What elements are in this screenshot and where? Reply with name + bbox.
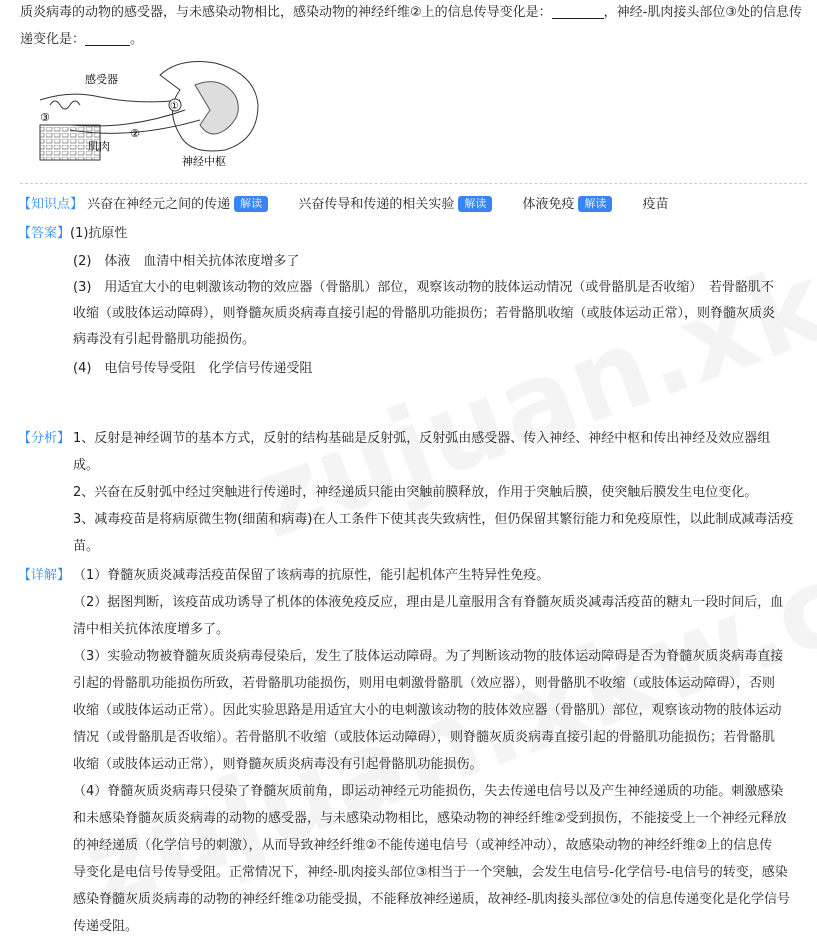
svg-text:感受器: 感受器 [85, 73, 118, 86]
detail-body: （1）脊髓灰质炎减毒活疫苗保留了该病毒的抗原性，能引起机体产生特异性免疫。 （2）据图判断，该疫苗成功诱导了机体的体液免疫反应，理由是儿童服用含有脊髓灰质炎减毒活疫苗的糖丸一段时间后，血 清中相关抗体浓度增多了。 （3）实验动物被脊髓灰质炎病毒侵染后，发生了肢体运动障碍。为了判断该动物的肢体运动障碍是否为脊髓灰质炎病毒直接 引起的骨骼肌功能损伤所致，若骨骼肌功能损伤，则用电刺激骨骼肌（效应器），则骨骼肌不收缩（或肢体运动障碍），否则 收缩（或肢体运动正常）。因此实验思路是用适宜大小的电刺激该动物的肢体效应器（骨骼肌）部位，观察该动物的肢体运动 情况（或骨骼肌是否收缩）。若骨骼肌不收缩（或肢体运动障碍），则脊髓灰质炎病毒直接引起的骨骼肌功能损伤；若骨骼肌 收缩（或肢体运动正常），则脊髓灰质炎病毒没有引起骨骼肌功能损伤。 （4）脊髓灰质炎病毒只侵染了脊髓灰质前角，即运动神经元功能损伤，失去传递电信号以及产生神经递质的功能。刺激感染 和未感染脊髓灰质炎病毒的动物的感受器，与未感染动物相比，感染动物的神经纤维②受到损伤，不能接受上一个神经元释放 的神经递质（化学信号的刺激），从而导致神经纤维②不能传递电信号（或神经冲动），故感染动物的神经纤维②上的信息传 导变化是电信号传导受阻。正常情况下，神经-肌肉接头部位③相当于一个突触，会发生电信号-化学信号-电信号的转变，感染 感染脊髓灰质炎病毒的动物的神经纤维②功能受损，不能释放神经递质，故神经-肌肉接头部位③处的信息传递变化是化学信号 传递受阻。 [73, 568, 791, 934]
knowledge-points: 【知识点】 兴奋在神经元之间的传递 解读 兴奋传导和传递的相关实验 解读 体液免疫 解读 疫苗 [18, 197, 669, 212]
explain-button[interactable]: 解读 [578, 196, 612, 212]
divider [20, 183, 807, 184]
answer-body: (2) 体液 血清中相关抗体浓度增多了 (3) 用适宜大小的电刺激该动物的效应器（骨骼肌）部位，观察该动物的肢体运动情况（或骨骼肌是否收缩） 若骨骼肌不 收缩（或肢体运动障碍），则脊髓灰质炎病毒直接引起的骨骼肌功能损伤；若骨骼肌收缩（或肢体运动正常），则脊髓灰质炎 病毒没有引起骨骼肌功能损伤。 (4) 电信号传导受阻 化学信号传递受阻 [73, 254, 776, 376]
reflex-arc-figure [30, 55, 270, 170]
explain-button[interactable]: 解读 [458, 196, 492, 212]
analysis-label: 【分析】 [18, 431, 71, 446]
svg-text:肌肉: 肌肉 [88, 140, 110, 153]
detail-label: 【详解】 [18, 568, 71, 583]
answer-label: 【答案】(1)抗原性 [18, 226, 128, 241]
svg-text:③: ③ [40, 111, 50, 124]
svg-text:②: ② [130, 127, 140, 140]
question-text: 质炎病毒的动物的感受器，与未感染动物相比，感染动物的神经纤维②上的信息传导变化是： ，神经-肌肉接头部位③处的信息传 递变化是： 。 [20, 5, 803, 47]
explain-button[interactable]: 解读 [234, 196, 268, 212]
analysis-body: 1、反射是神经调节的基本方式，反射的结构基础是反射弧，反射弧由感受器、传入神经、神经中枢和传出神经及效应器组 成。 2、兴奋在反射弧中经过突触进行传递时，神经递质只能由突触前膜释放，作用于突触后膜，使突触后膜发生电位变化。 3、减毒疫苗是将病原微生物(细菌和病毒)在人工条件下使其丧失致病性，但仍保留其繁衍能力和免疫原性，以此制成减毒活疫 苗。 [73, 431, 794, 554]
svg-text:神经中枢: 神经中枢 [182, 155, 226, 168]
svg-text:①: ① [170, 101, 179, 112]
